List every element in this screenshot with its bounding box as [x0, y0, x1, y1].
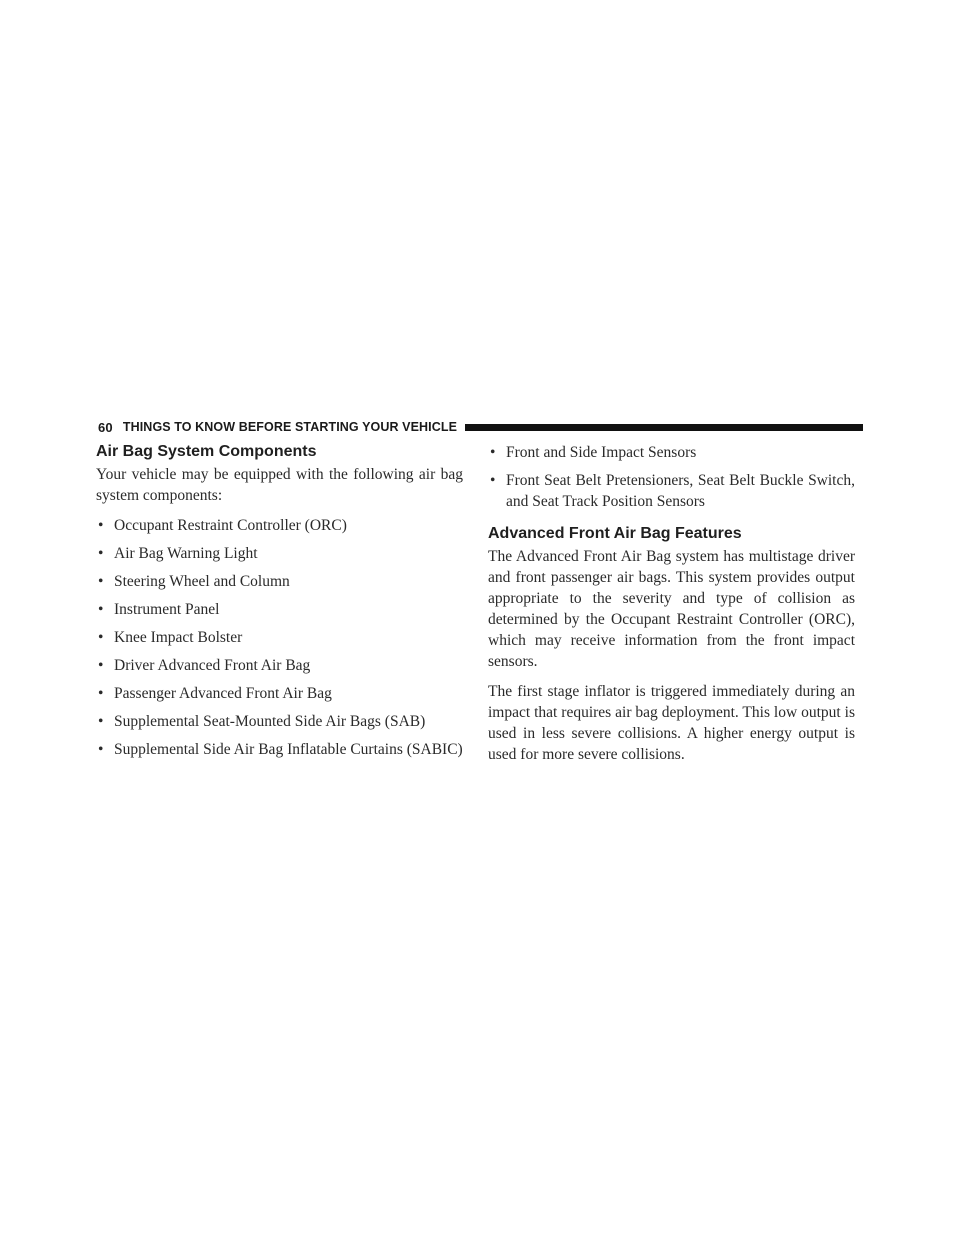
bullet-icon: • — [490, 444, 496, 461]
chapter-title: THINGS TO KNOW BEFORE STARTING YOUR VEHICLE — [122, 420, 458, 434]
list-item — [96, 627, 463, 648]
list-item-text: Front and Side Impact Sensors — [506, 444, 697, 461]
bullet-icon: • — [98, 713, 104, 730]
list-item — [488, 442, 855, 463]
components-list — [96, 515, 463, 760]
section-heading-advanced: Advanced Front Air Bag Features — [488, 525, 742, 542]
list-item-text: Supplemental Seat-Mounted Side Air Bags (SAB) — [114, 713, 426, 730]
list-item-text: Air Bag Warning Light — [114, 545, 258, 562]
bullet-icon: • — [98, 573, 104, 590]
list-item-text: Steering Wheel and Column — [114, 573, 290, 590]
page-number: 60 — [98, 419, 113, 435]
bullet-icon: • — [490, 472, 496, 489]
list-item — [488, 470, 855, 512]
advanced-paragraph-2: The first stage inflator is triggered immediately during an impact that requires air bag deployment. This low output is used in less severe collisions. A higher energy output is used for more severe collisions. — [488, 683, 855, 763]
page-header — [98, 418, 863, 436]
bullet-icon: • — [98, 601, 104, 618]
list-item — [96, 543, 463, 564]
section-heading-components: Air Bag System Components — [96, 443, 317, 460]
bullet-icon: • — [98, 741, 104, 758]
list-item — [96, 515, 463, 536]
list-item-text: Instrument Panel — [114, 601, 220, 618]
bullet-icon: • — [98, 657, 104, 674]
bullet-icon: • — [98, 545, 104, 562]
bullet-icon: • — [98, 685, 104, 702]
right-column — [488, 442, 855, 774]
advanced-paragraph-1: The Advanced Front Air Bag system has multistage driver and front passenger air bags. This system provides output appropriate to the severity and type of collision as determined by the Occupant Restraint Controller (ORC), which may receive information from the front impact sensors. — [488, 548, 855, 670]
list-item — [96, 599, 463, 620]
list-item — [96, 683, 463, 704]
list-item-text: Passenger Advanced Front Air Bag — [114, 685, 332, 702]
bullet-icon: • — [98, 517, 104, 534]
list-item — [96, 711, 463, 732]
list-item — [96, 571, 463, 592]
list-item — [96, 655, 463, 676]
header-rule — [465, 424, 863, 431]
list-item-text: Driver Advanced Front Air Bag — [114, 657, 311, 674]
left-column — [96, 442, 463, 767]
sensors-list — [488, 442, 855, 512]
list-item-text: Front Seat Belt Pretensioners, Seat Belt Buckle Switch, and Seat Track Position Sensors — [506, 472, 855, 510]
list-item-text: Occupant Restraint Controller (ORC) — [114, 517, 347, 534]
components-intro: Your vehicle may be equipped with the following air bag system components: — [96, 466, 463, 504]
list-item-text: Supplemental Side Air Bag Inflatable Curtains (SABIC) — [114, 741, 463, 758]
list-item — [96, 739, 463, 760]
list-item-text: Knee Impact Bolster — [114, 629, 243, 646]
bullet-icon: • — [98, 629, 104, 646]
